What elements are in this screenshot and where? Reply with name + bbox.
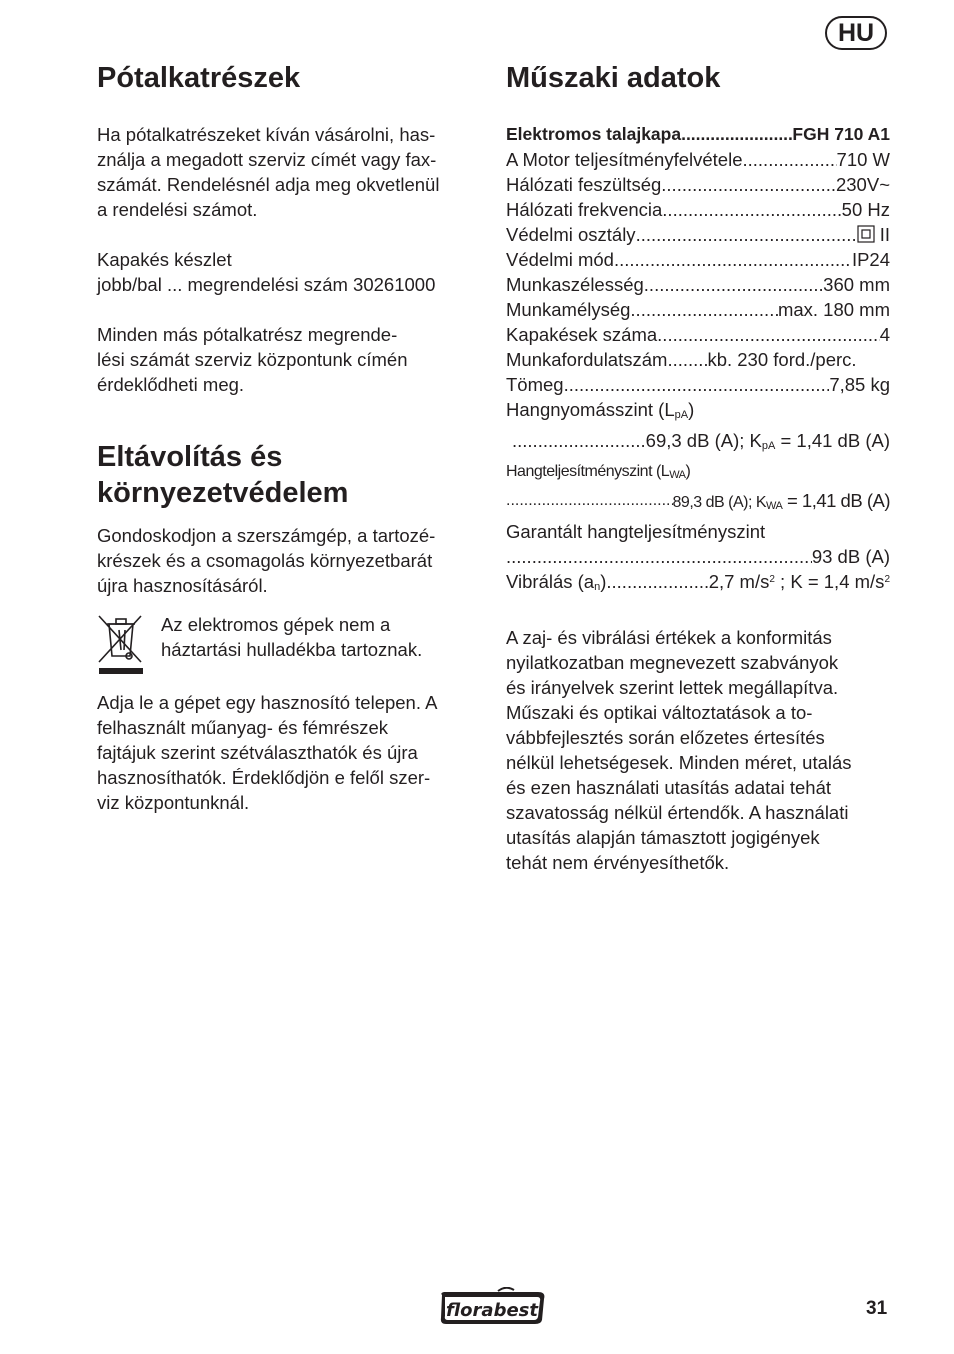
text-line: Ha pótalkatrészeket kíván vásárolni, has- (97, 124, 436, 145)
kit-dots: ... (166, 274, 183, 295)
kit-side-label: jobb/bal (97, 274, 162, 295)
kit-order-number: megrendelési szám 30261000 (187, 274, 436, 295)
guaranteed-label: Garantált hangteljesítményszint (506, 521, 766, 542)
logo-text: florabest (446, 1300, 538, 1321)
superscript: 2 (769, 574, 775, 585)
superscript: 2 (884, 574, 890, 585)
spare-parts-paragraph (97, 122, 482, 222)
spare-parts-heading: Pótalkatrészek (97, 62, 301, 94)
text-line: Gondoskodjon a szerszámgép, a tartozé- (97, 525, 436, 546)
spec-row (506, 297, 890, 322)
spec-value: 360 mm (823, 274, 890, 295)
value-text: 2,7 m/s (708, 571, 770, 592)
sound-pressure-label (506, 397, 694, 428)
guaranteed-label-row (506, 519, 890, 544)
product-row (506, 122, 890, 147)
text-line: Minden más pótalkatrész megrende- (97, 324, 398, 345)
vibration-row (506, 569, 890, 600)
text-line: fajtájuk szerint szétválaszthatók és újra (97, 742, 418, 763)
florabest-logo (438, 1287, 548, 1327)
leader-dots (506, 488, 673, 519)
value-text: 69,3 dB (A); K (645, 430, 762, 451)
text-line: szavatosság nélkül értendők. A használati (506, 802, 849, 823)
leader-dots (667, 347, 707, 372)
technical-data-heading: Műszaki adatok (506, 62, 721, 94)
leader-dots (681, 122, 792, 147)
sound-power-label (506, 459, 690, 488)
spec-value: 230V~ (835, 174, 890, 195)
text-line: krészek és a csomagolás környezetbarát (97, 550, 433, 571)
page-number: 31 (866, 1298, 888, 1319)
value-text: 89,3 dB (A); K (672, 494, 767, 511)
leader-dots (512, 428, 646, 459)
spec-value: 7,85 kg (829, 374, 890, 395)
label-close: ) (685, 463, 691, 480)
spec-value: max. 180 mm (777, 299, 890, 320)
spec-value: 4 (879, 324, 890, 345)
value-text: ; K = 1,4 m/s (774, 571, 885, 592)
text-line: A zaj- és vibrálási értékek a konformitás (506, 627, 832, 648)
leader-dots (661, 172, 836, 197)
crossed-out-wheelie-bin-icon (97, 612, 145, 676)
spec-label: Védelmi osztály (506, 224, 636, 245)
kit-line-2 (97, 272, 482, 297)
spec-row (506, 247, 890, 272)
spec-label: Munkamélység (506, 299, 631, 320)
label-close: ) (688, 399, 695, 420)
weee-notice (97, 612, 482, 676)
protection-class-ii-icon (857, 225, 875, 243)
text-line: felhasznált műanyag- és fémrészek (97, 717, 388, 738)
text-line: hasznosíthatók. Érdeklődjön e felől szer- (97, 767, 431, 788)
kit-line-1: Kapakés készlet (97, 249, 232, 270)
spec-label: Kapakések száma (506, 324, 658, 345)
leader-dots (662, 197, 841, 222)
text-line: Az elektromos gépek nem a (161, 614, 391, 635)
sound-pressure-value (646, 428, 890, 459)
spec-label: Munkaszélesség (506, 274, 644, 295)
spec-value: kb. 230 ford./perc. (707, 349, 857, 370)
text-line: és ezen használati utasítás adatai tehát (506, 777, 831, 798)
label-close: ) (600, 571, 607, 592)
text-line: viz központunknál. (97, 792, 250, 813)
spec-row (506, 322, 890, 347)
text-line: a rendelési számot. (97, 199, 258, 220)
leader-dots (630, 297, 778, 322)
value-text: = 1,41 dB (A) (782, 490, 890, 511)
spec-value: 50 Hz (841, 199, 890, 220)
text-line: háztartási hulladékba tartoznak. (161, 639, 423, 660)
vibration-value (709, 569, 890, 600)
spec-row (506, 172, 890, 197)
text-line: újra hasznosításáról. (97, 575, 268, 596)
leader-dots (614, 247, 852, 272)
text-line: lési számát szerviz központunk címén (97, 349, 408, 370)
sound-pressure-label-row (506, 397, 890, 428)
text-line: érdeklődheti meg. (97, 374, 245, 395)
leader-dots (506, 544, 812, 569)
value-text: = 1,41 dB (A) (775, 430, 890, 451)
spec-label: Védelmi mód (506, 249, 614, 270)
disposal-paragraph (97, 523, 482, 598)
product-label: Elektromos talajkapa (506, 124, 682, 144)
spec-label: Tömeg (506, 374, 564, 395)
protection-class-value: II (879, 224, 890, 245)
spec-value: 710 W (836, 149, 890, 170)
sound-pressure-value-row (506, 428, 890, 459)
label-text: Hangteljesítményszint (L (506, 463, 670, 480)
spec-row (506, 147, 890, 172)
text-line: tehát nem érvényesíthetők. (506, 852, 730, 873)
spec-row (506, 347, 890, 372)
text-line: nélkül lehetségesek. Minden méret, utalás (506, 752, 852, 773)
subscript: pA (761, 440, 776, 452)
label-text: Vibrálás (a (506, 571, 595, 592)
spec-label: Hálózati feszültség (506, 174, 662, 195)
spec-label: A Motor teljesítményfelvétele (506, 149, 743, 170)
sound-power-value-row (506, 488, 890, 519)
right-column (506, 60, 890, 875)
sound-power-value (673, 488, 890, 519)
text-line: számát. Rendelésnél adja meg okvetlenül (97, 174, 440, 195)
text-line: nyilatkozatban megnevezett szabványok (506, 652, 839, 673)
subscript: pA (674, 409, 689, 421)
left-column (97, 60, 482, 815)
guaranteed-value-row (506, 544, 890, 569)
subscript: WA (766, 500, 783, 512)
spec-label: Munkafordulatszám (506, 349, 668, 370)
guaranteed-value: 93 dB (A) (811, 546, 890, 567)
recycling-paragraph (97, 690, 482, 815)
heading-line: Eltávolítás és (97, 441, 283, 473)
product-model: FGH 710 A1 (792, 124, 890, 144)
disposal-heading (97, 439, 482, 511)
text-line: utasítás alapján támasztott jogigények (506, 827, 820, 848)
label-text: Hangnyomásszint (L (506, 399, 675, 420)
text-line: ználja a megadott szerviz címét vagy fax- (97, 149, 437, 170)
disclaimer-paragraph (506, 625, 890, 875)
leader-dots (743, 147, 837, 172)
heading-line: környezetvédelem (97, 477, 349, 509)
subscript: WA (669, 469, 686, 481)
spec-label: Hálózati frekvencia (506, 199, 663, 220)
text-line: és irányelvek szerint lettek megállapítva. (506, 677, 839, 698)
language-badge: HU (825, 16, 887, 50)
spec-value (857, 222, 890, 247)
text-line: Műszaki és optikai változtatások a to- (506, 702, 813, 723)
leader-dots (636, 222, 857, 247)
text-line: vábbfejlesztés során előzetes értesítés (506, 727, 825, 748)
leader-dots (564, 372, 830, 397)
spec-row (506, 197, 890, 222)
spec-row (506, 222, 890, 247)
text-line: Adja le a gépet egy hasznosító telepen. A (97, 692, 438, 713)
leader-dots (644, 272, 823, 297)
weee-text (161, 612, 422, 662)
subscript: n (594, 581, 601, 593)
spec-row (506, 272, 890, 297)
vibration-label (506, 569, 606, 600)
spec-row (506, 372, 890, 397)
other-parts-paragraph (97, 322, 482, 397)
leader-dots (657, 322, 880, 347)
sound-power-label-row (506, 459, 890, 488)
spec-value: IP24 (851, 249, 890, 270)
leader-dots (606, 569, 708, 600)
